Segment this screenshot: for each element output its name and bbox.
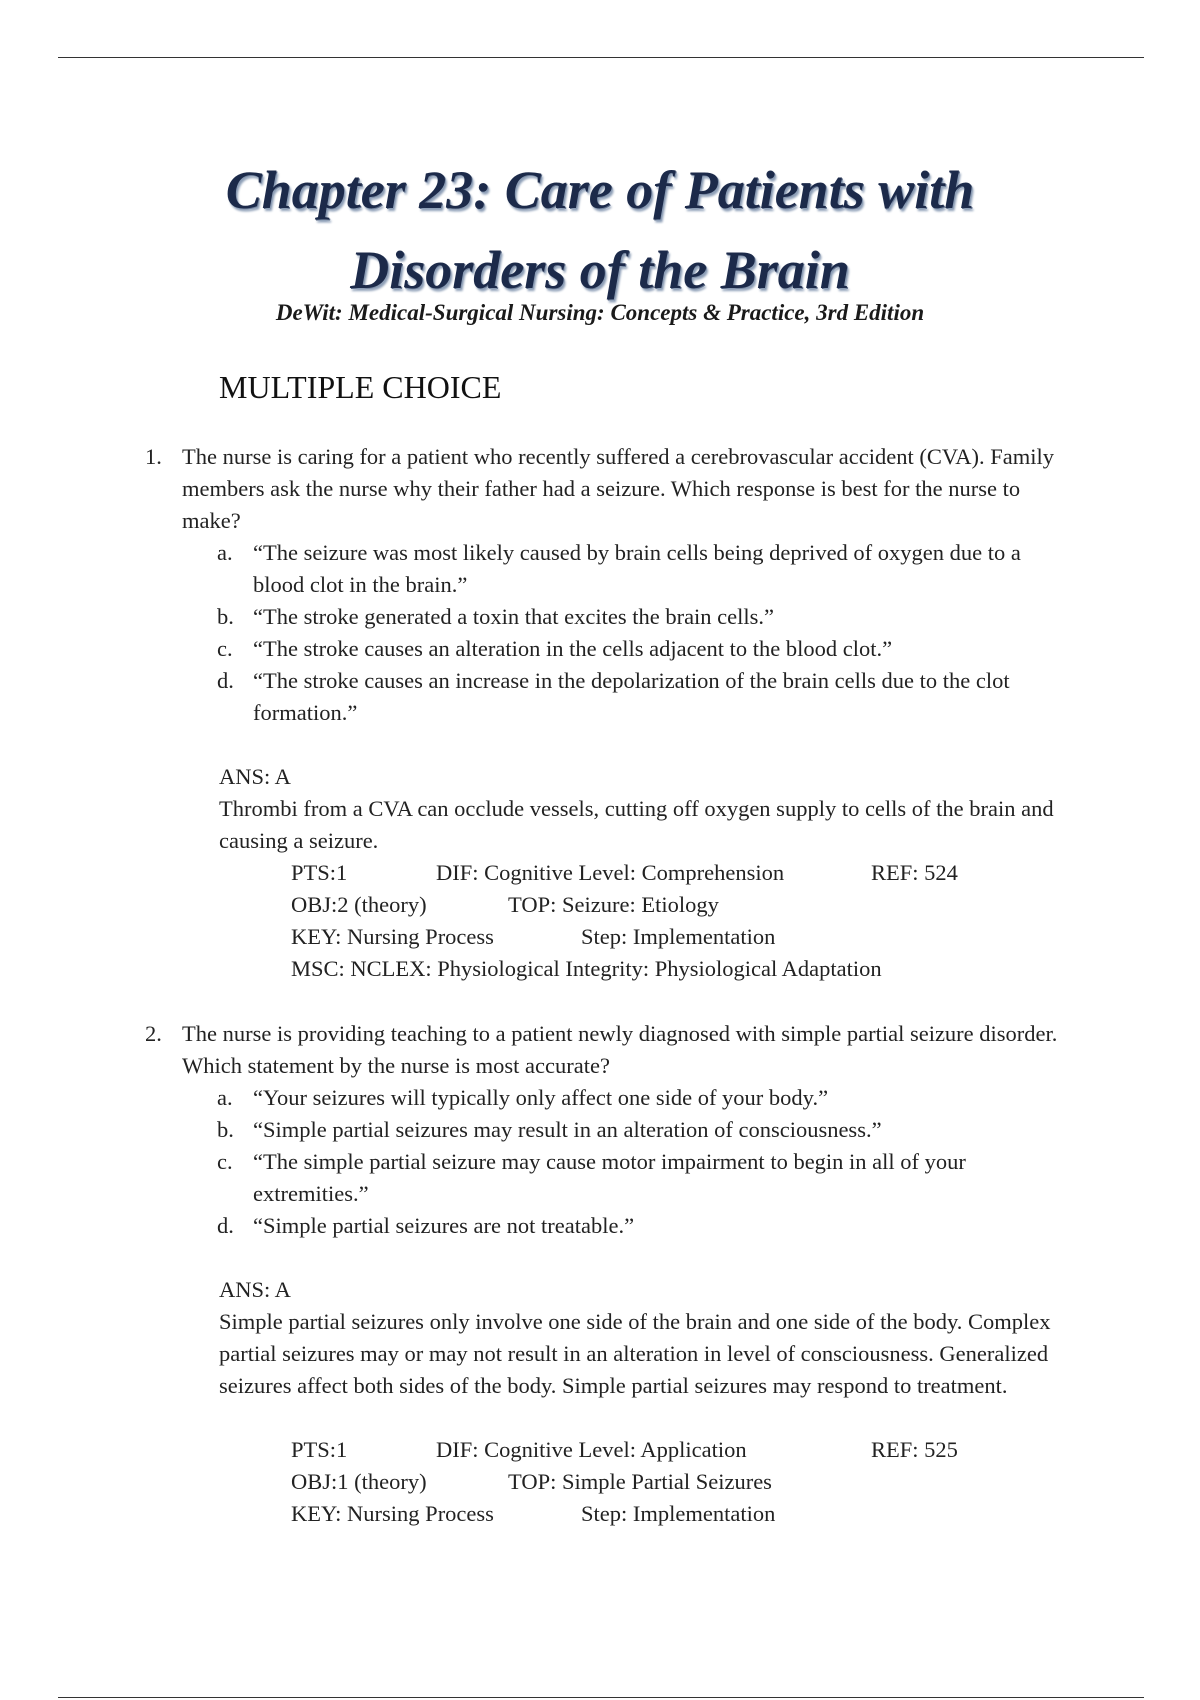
option-b [217,1114,1065,1146]
question-stem: The nurse is providing teaching to a patient newly diagnosed with simple partial seizure disorder. Which statement by the nurse is most accurate? [182,1021,1058,1078]
option-b [217,601,1065,633]
step: Step: Implementation [581,1501,776,1526]
option-c [217,1146,1065,1210]
question-1 [145,441,1065,729]
answer-rationale: Simple partial seizures only involve one side of the brain and one side of the body. Complex partial seizures may or may not result in an alteration in level of consciousness. Generalized seizures affect both sides of the body. Simple partial seizures may respond to treatment. [219,1309,1051,1398]
answer-key: ANS: A [219,764,291,789]
option-a [217,537,1065,601]
question-2 [145,1018,1065,1242]
option-text: “Your seizures will typically only affect one side of your body.” [253,1085,829,1110]
section-heading: MULTIPLE CHOICE [219,369,502,405]
topic: TOP: Simple Partial Seizures [508,1469,772,1494]
option-list [217,1082,1065,1242]
difficulty: DIF: Cognitive Level: Comprehension [436,860,785,885]
footer-rule [58,1697,1144,1698]
chapter-title [100,150,1100,310]
option-list [217,537,1065,729]
key: KEY: Nursing Process [291,1501,494,1526]
option-letter: d. [217,668,234,693]
option-letter: c. [217,636,233,661]
option-text: “The stroke causes an increase in the depolarization of the brain cells due to the clot formation.” [253,668,1010,725]
option-c [217,633,1065,665]
question-number: 1. [145,444,162,469]
option-d [217,1210,1065,1242]
option-text: “The simple partial seizure may cause motor impairment to begin in all of your extremities.” [253,1149,966,1206]
title-line-2: Disorders of the Brain [350,240,850,300]
option-text: “The stroke causes an alteration in the cells adjacent to the blood clot.” [253,636,893,661]
answer-key: ANS: A [219,1277,291,1302]
question-stem: The nurse is caring for a patient who recently suffered a cerebrovascular accident (CVA). Family members ask the nurse why their father had a seizure. Which response is best for the nurse to make? [182,444,1054,533]
step: Step: Implementation [581,924,776,949]
reference: REF: 525 [871,1437,958,1462]
title-line-1: Chapter 23: Care of Patients with [225,160,975,220]
msc: MSC: NCLEX: Physiological Integrity: Physiological Adaptation [291,956,882,981]
option-letter: a. [217,540,233,565]
answer-block-2 [219,1274,1059,1402]
option-letter: b. [217,604,234,629]
option-a [217,1082,1065,1114]
option-letter: b. [217,1117,234,1142]
difficulty: DIF: Cognitive Level: Application [436,1437,747,1462]
objective: OBJ:2 (theory) [291,892,427,917]
option-letter: a. [217,1085,233,1110]
option-letter: d. [217,1213,234,1238]
header-rule [58,57,1144,58]
option-text: “Simple partial seizures are not treatable.” [253,1213,635,1238]
reference: REF: 524 [871,860,958,885]
option-text: “The seizure was most likely caused by brain cells being deprived of oxygen due to a blood clot in the brain.” [253,540,1021,597]
question-number: 2. [145,1021,162,1046]
option-text: “Simple partial seizures may result in an alteration of consciousness.” [253,1117,882,1142]
book-subtitle: DeWit: Medical-Surgical Nursing: Concepts & Practice, 3rd Edition [275,300,925,325]
points: PTS:1 [291,1437,348,1462]
answer-rationale: Thrombi from a CVA can occlude vessels, cutting off oxygen supply to cells of the brain and causing a seizure. [219,796,1054,853]
option-letter: c. [217,1149,233,1174]
option-d [217,665,1065,729]
option-text: “The stroke generated a toxin that excites the brain cells.” [253,604,775,629]
points: PTS:1 [291,860,348,885]
question-2-metadata [291,1434,1051,1530]
topic: TOP: Seizure: Etiology [508,892,719,917]
key: KEY: Nursing Process [291,924,494,949]
question-1-metadata [291,857,1051,985]
answer-block-1 [219,761,1059,857]
objective: OBJ:1 (theory) [291,1469,427,1494]
